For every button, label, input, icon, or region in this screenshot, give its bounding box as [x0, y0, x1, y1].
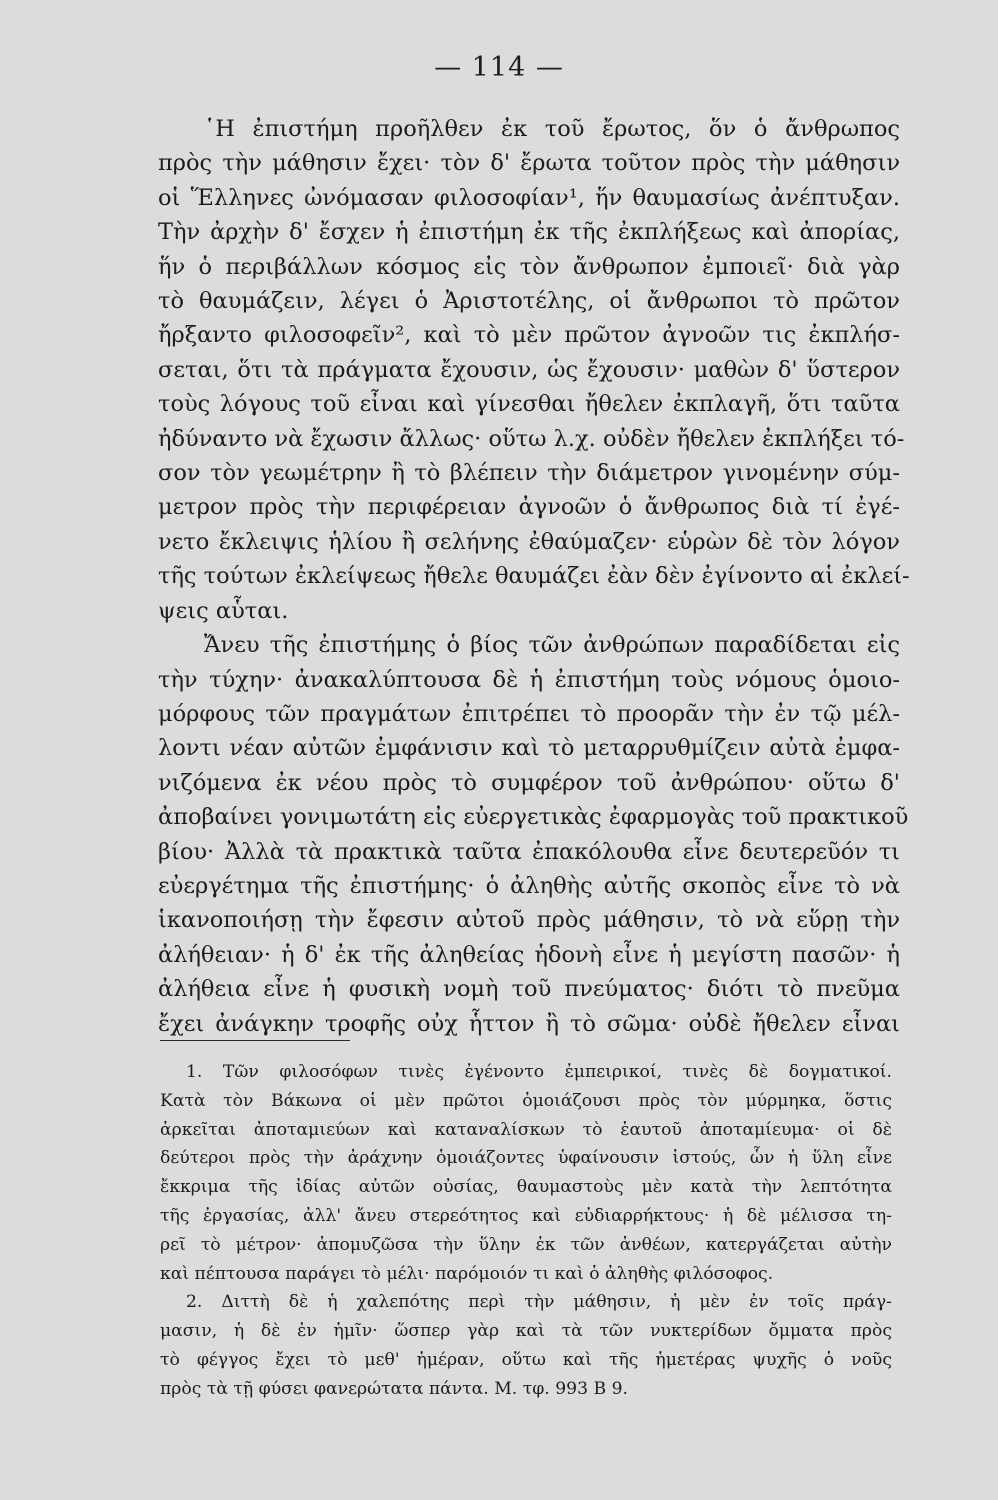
body-text [158, 112, 910, 1041]
text-line: τὸ θαυμάζειν, λέγει ὁ Ἀριστοτέλης, οἱ ἄνθρωποι τὸ πρῶτον [158, 288, 900, 315]
footnote-line: καὶ πέπτουσα παράγει τὸ μέλι· παρόμοιόν τι καὶ ὁ ἀληθὴς φιλόσοφος. [160, 1263, 774, 1284]
text-line: σον τὸν γεωμέτρην ἢ τὸ βλέπειν τὴν διάμετρον γινομένην σύμ- [158, 460, 900, 487]
text-line: ἀλήθειαν· ἡ δ' ἐκ τῆς ἀληθείας ἡδονὴ εἶνε ἡ μεγίστη πασῶν· ἡ [158, 941, 900, 968]
text-line: ἠδύναντο νὰ ἔχωσιν ἄλλως· οὕτω λ.χ. οὐδὲν ἤθελεν ἐκπλήξει τό- [158, 425, 905, 452]
text-line: οἱ Ἕλληνες ὠνόμασαν φιλοσοφίαν¹, ἥν θαυμασίως ἀνέπτυξαν. [158, 184, 900, 211]
paragraph-2 [158, 628, 909, 1041]
text-line: νετο ἔκλειψις ἡλίου ἢ σελήνης ἐθαύμαζεν· εὑρὼν δὲ τὸν λόγον [158, 528, 900, 555]
footnote-line: μασιν, ἡ δὲ ἐν ἡμῖν· ὥσπερ γὰρ καὶ τὰ τῶν νυκτερίδων ὄμματα πρὸς [160, 1321, 892, 1342]
footnote-divider [160, 1040, 350, 1041]
text-line: πρὸς τὴν μάθησιν ἔχει· τὸν δ' ἔρωτα τοῦτον πρὸς τὴν μάθησιν [158, 150, 900, 177]
footnote-line: ἀρκεῖται ἀποταμιεύων καὶ καταναλίσκων τὸ ἑαυτοῦ ἀποταμίευμα· οἱ δὲ [160, 1119, 892, 1140]
text-line: ἥν ὁ περιβάλλων κόσμος εἰς τὸν ἄνθρωπον ἐμποιεῖ· διὰ γὰρ [158, 253, 900, 280]
footnote-line: 1. Τῶν φιλοσόφων τινὲς ἐγένοντο ἐμπειρικοί, τινὲς δὲ δογματικοί. [186, 1062, 892, 1082]
text-line: τῆς τούτων ἐκλείψεως ἤθελε θαυμάζει ἐὰν δὲν ἐγίνοντο αἱ ἐκλεί- [158, 563, 910, 590]
page-number: — 114 — [434, 52, 564, 83]
footnote-line: δεύτεροι πρὸς τὴν ἀράχνην ὁμοιάζοντες ὑφαίνουσιν ἱστούς, ὧν ἡ ὕλη εἶνε [160, 1148, 892, 1169]
text-line: εὐεργέτημα τῆς ἐπιστήμης· ὁ ἀληθὴς αὐτῆς σκοπὸς εἶνε τὸ νὰ [158, 872, 900, 899]
text-line: ψεις αὗται. [158, 597, 289, 624]
text-line: τὴν τύχην· ἀνακαλύπτουσα δὲ ἡ ἐπιστήμη τοὺς νόμους ὁμοιο- [158, 666, 900, 693]
text-line: ἤρξαντο φιλοσοφεῖν², καὶ τὸ μὲν πρῶτον ἀγνοῶν τις ἐκπλήσ- [158, 322, 900, 349]
text-line: μόρφους τῶν πραγμάτων ἐπιτρέπει τὸ προορᾶν τὴν ἐν τῷ μέλ- [158, 700, 900, 727]
text-line: σεται, ὅτι τὰ πράγματα ἔχουσιν, ὡς ἔχουσιν· μαθὼν δ' ὕστερον [158, 356, 900, 383]
text-line: Ἄνευ τῆς ἐπιστήμης ὁ βίος τῶν ἀνθρώπων παραδίδεται εἰς [204, 632, 900, 659]
footnotes [160, 1058, 892, 1404]
text-line: ἀλήθεια εἶνε ἡ φυσικὴ νομὴ τοῦ πνεύματος· διότι τὸ πνεῦμα [158, 976, 900, 1003]
footnote-line: 2. Διττὴ δὲ ἡ χαλεπότης περὶ τὴν μάθησιν, ἡ μὲν ἐν τοῖς πράγ- [186, 1292, 892, 1313]
text-line: βίου· Ἀλλὰ τὰ πρακτικὰ ταῦτα ἐπακόλουθα εἶνε δευτερεῦόν τι [158, 838, 900, 865]
text-line: μετρον πρὸς τὴν περιφέρειαν ἀγνοῶν ὁ ἄνθρωπος διὰ τί ἐγέ- [158, 494, 900, 521]
footnote-line: ἔκκριμα τῆς ἰδίας αὐτῶν οὐσίας, θαυμαστοὺς μὲν κατὰ τὴν λεπτότητα [160, 1177, 892, 1198]
text-line: ἔχει ἀνάγκην τροφῆς οὐχ ἧττον ἢ τὸ σῶμα· οὐδὲ ἤθελεν εἶναι [158, 1010, 900, 1037]
footnote-line: πρὸς τὰ τῇ φύσει φανερώτατα πάντα. Μ. τφ. 993 Β 9. [160, 1378, 628, 1399]
footnote-line: τῆς ἐργασίας, ἀλλ' ἄνευ στερεότητος καὶ εὐδιαρρήκτους· ἡ δὲ μέλισσα τη- [160, 1205, 892, 1226]
text-line: τοὺς λόγους τοῦ εἶναι καὶ γίνεσθαι ἤθελεν ἐκπλαγῆ, ὅτι ταῦτα [158, 391, 900, 418]
text-line: ἱκανοποιήσῃ τὴν ἔφεσιν αὐτοῦ πρὸς μάθησιν, τὸ νὰ εὕρῃ τὴν [158, 907, 900, 934]
footnote-line: τὸ φέγγος ἔχει τὸ μεθ' ἡμέραν, οὕτω καὶ τῆς ἡμετέρας ψυχῆς ὁ νοῦς [160, 1349, 892, 1370]
text-line: νιζόμενα ἐκ νέου πρὸς τὸ συμφέρον τοῦ ἀνθρώπου· οὕτω δ' [158, 769, 900, 796]
text-line: ῾Η ἐπιστήμη προῆλθεν ἐκ τοῦ ἔρωτος, ὅν ὁ ἄνθρωπος [204, 116, 900, 142]
paragraph-1 [158, 112, 910, 628]
text-line: Τὴν ἀρχὴν δ' ἔσχεν ἡ ἐπιστήμη ἐκ τῆς ἐκπλήξεως καὶ ἀπορίας, [158, 219, 900, 246]
footnote-line: Κατὰ τὸν Βάκωνα οἱ μὲν πρῶτοι ὁμοιάζουσι πρὸς τὸν μύρμηκα, ὅστις [160, 1090, 892, 1111]
footnote-line: ρεῖ τὸ μέτρον· ἀπομυζῶσα τὴν ὕλην ἐκ τῶν ἀνθέων, κατεργάζεται αὐτὴν [160, 1234, 892, 1255]
text-line: λοντι νέαν αὐτῶν ἐμφάνισιν καὶ τὸ μεταρρυθμίζειν αὐτὰ ἐμφα- [158, 735, 900, 762]
text-line: ἀποβαίνει γονιμωτάτη εἰς εὐεργετικὰς ἐφαρμογὰς τοῦ πρακτικοῦ [158, 804, 909, 831]
